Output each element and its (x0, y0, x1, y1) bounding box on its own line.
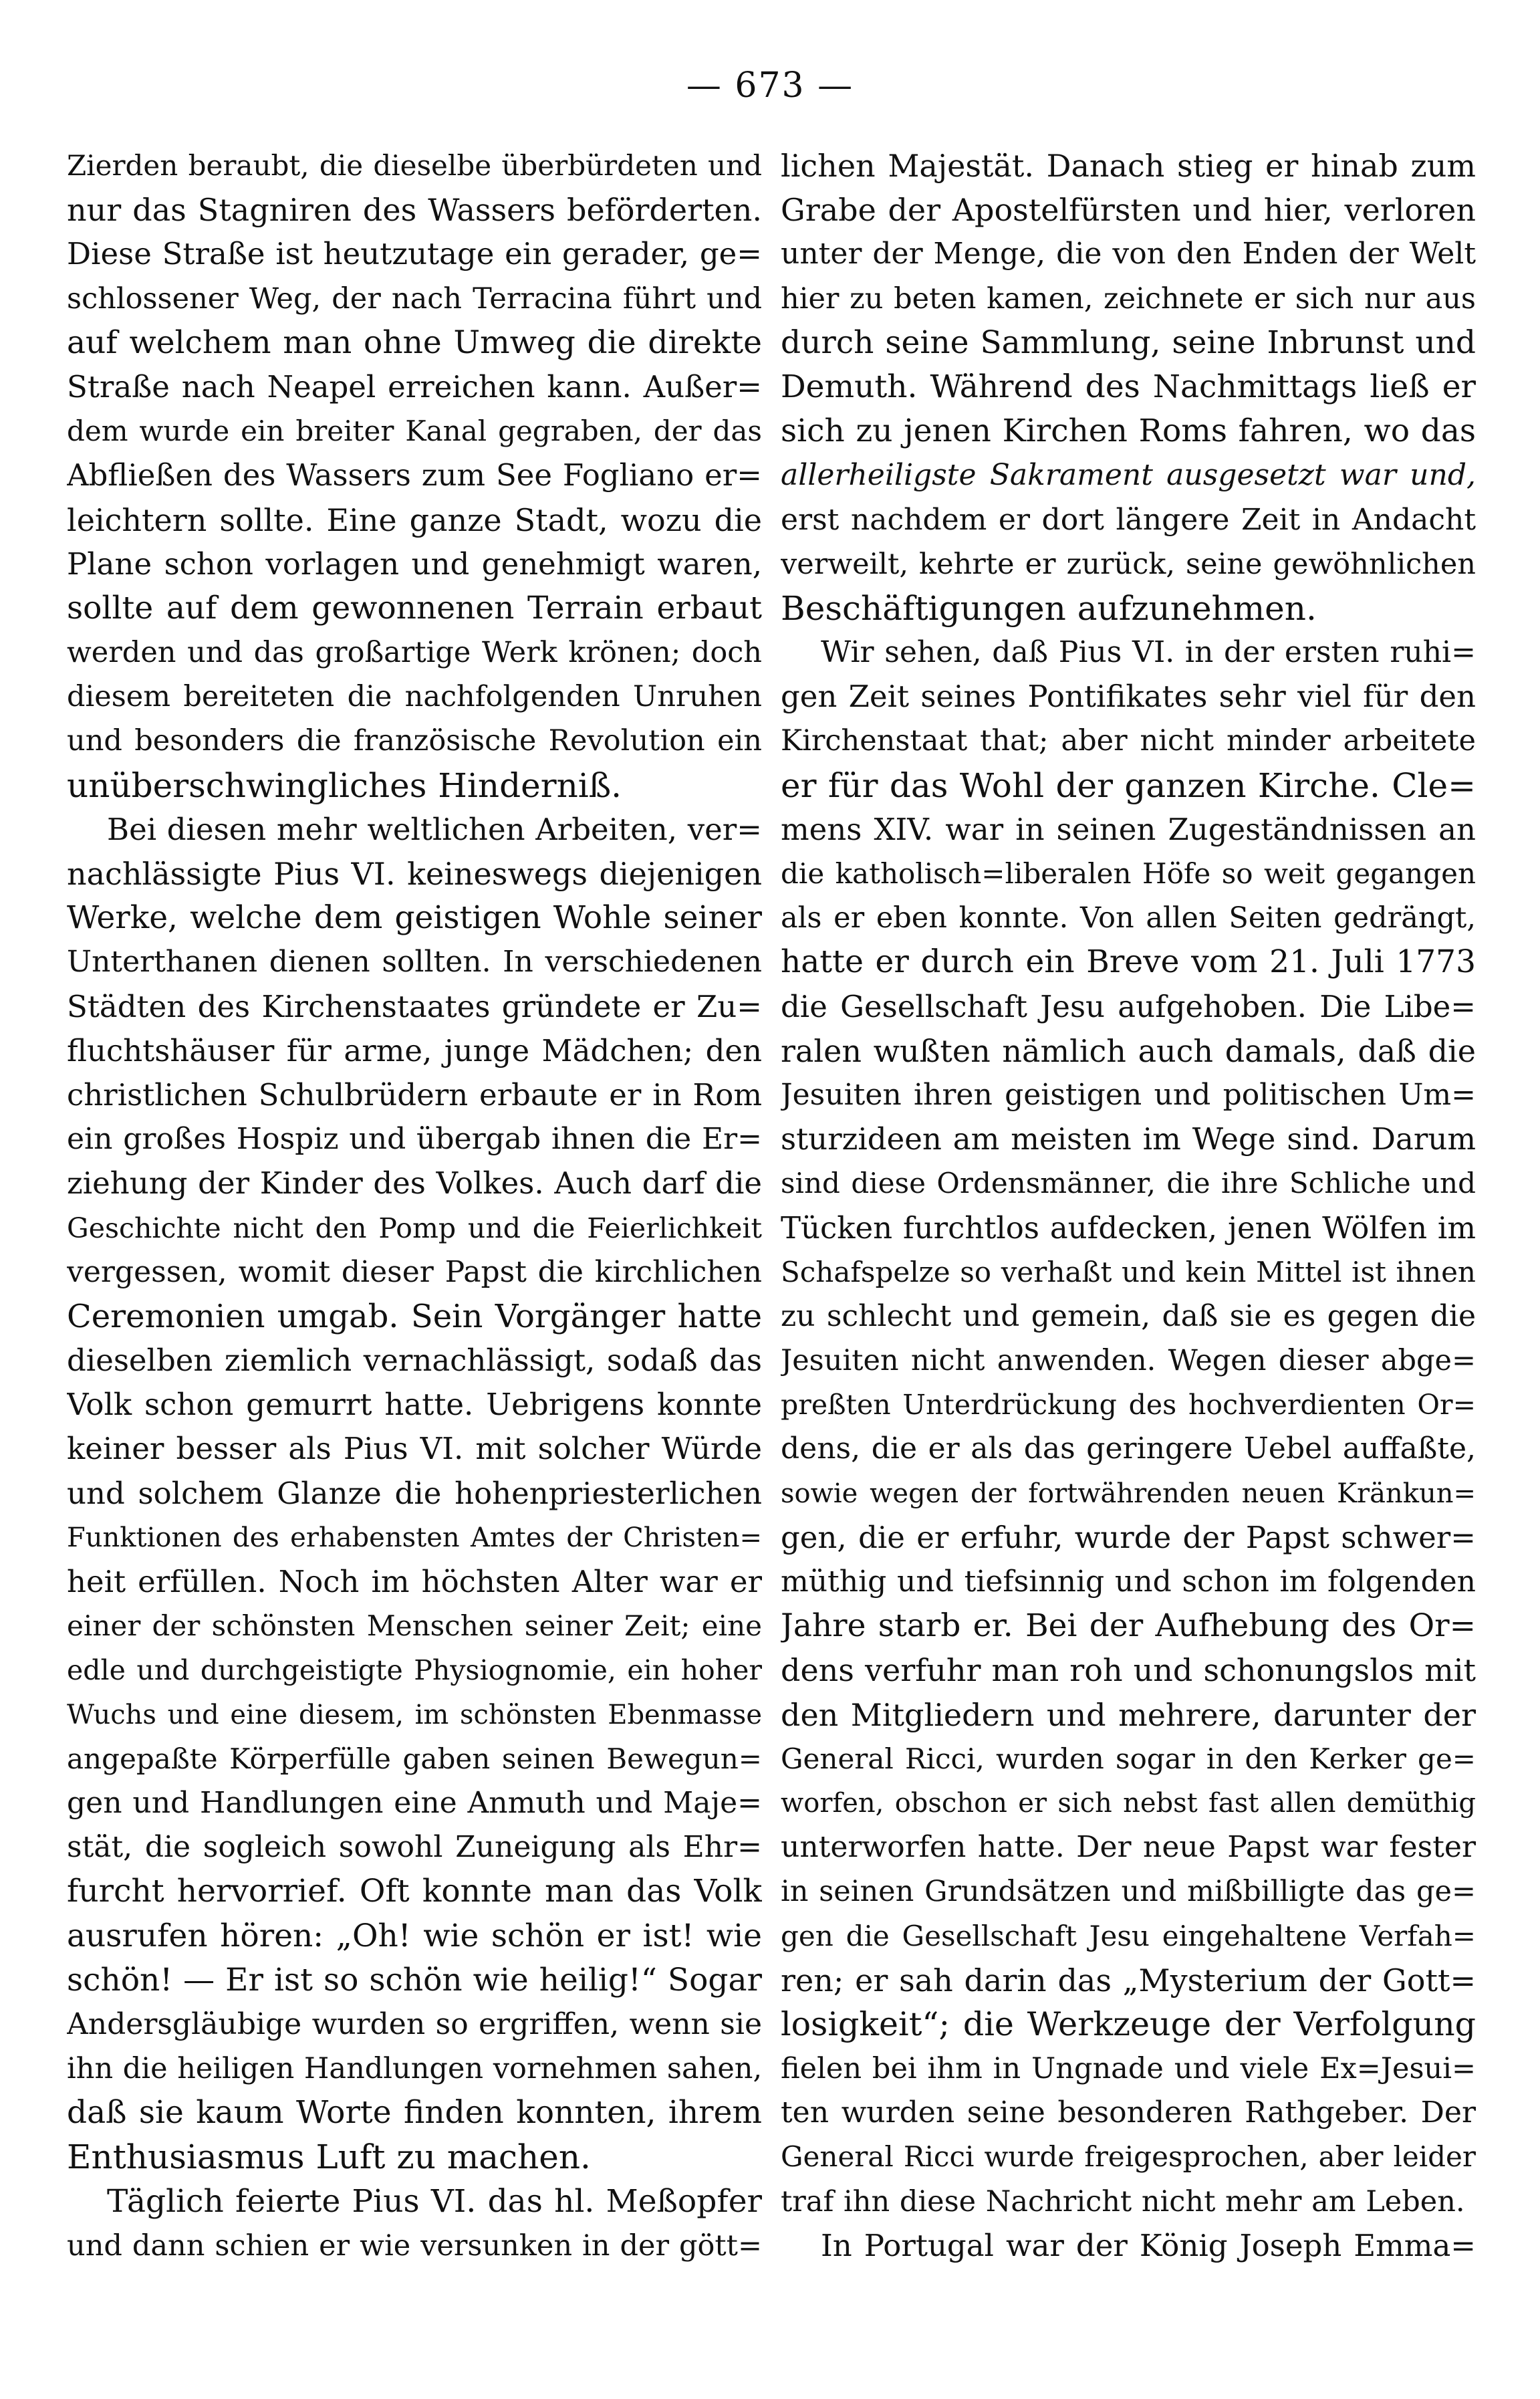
left-column-text-line: und dann schien er wie versunken in der gött= (67, 2229, 762, 2263)
right-column-text-line: Kirchenstaat that; aber nicht minder arbeitete (781, 724, 1476, 758)
right-column-text-line: worfen, obschon er sich nebst fast allen demüthig (781, 1787, 1476, 1819)
right-column-text-line: Tücken furchtlos aufdecken, jenen Wölfen im (781, 1210, 1476, 1246)
left-column-text-line: ziehung der Kinder des Volkes. Auch darf die (67, 1165, 762, 1202)
left-column-text-line: nur das Stagniren des Wassers beförderten. (67, 192, 762, 229)
left-column-text-line: furcht hervorrief. Oft konnte man das Volk (67, 1873, 762, 1910)
right-column-text-line: in seinen Grundsätzen und mißbilligte das ge= (781, 1875, 1476, 1909)
page-number: — 673 — (686, 66, 854, 106)
left-column-text-line: angepaßte Körperfülle gaben seinen Bewegun= (67, 1742, 762, 1775)
right-column-text-line: sind diese Ordensmänner, die ihre Schliche und (781, 1167, 1476, 1200)
right-column-text-line: er für das Wohl der ganzen Kirche. Cle= (781, 766, 1476, 805)
right-column-text-line: Grabe der Apostelfürsten und hier, verloren (781, 192, 1476, 229)
left-column-text-line: Werke, welche dem geistigen Wohle seiner (67, 899, 762, 937)
right-column-text-line: sturzideen am meisten im Wege sind. Darum (781, 1121, 1476, 1157)
left-column-text-line: stät, die sogleich sowohl Zuneigung als Ehr= (67, 1830, 762, 1865)
left-column-text-line: Täglich feierte Pius VI. das hl. Meßopfer (107, 2182, 762, 2220)
right-column-text-line: sowie wegen der fortwährenden neuen Kränkun= (781, 1478, 1476, 1509)
left-column-text-line: auf welchem man ohne Umweg die direkte (67, 324, 762, 361)
right-column-text-line: ren; er sah darin das „Mysterium der Gott= (781, 1962, 1476, 1998)
left-column-text-line: einer der schönsten Menschen seiner Zeit; eine (67, 1609, 762, 1643)
right-column-text-line: unterworfen hatte. Der neue Papst war fester (781, 1830, 1476, 1865)
right-column-text-line: den Mitgliedern und mehrere, darunter der (781, 1696, 1476, 1733)
left-column-text-line: nachlässigte Pius VI. keineswegs diejenigen (67, 856, 762, 892)
right-column-text-line: die Gesellschaft Jesu aufgehoben. Die Libe= (781, 988, 1476, 1024)
right-column-text-line: Schafspelze so verhaßt und kein Mittel ist ihnen (781, 1255, 1476, 1288)
left-column-text-line: christlichen Schulbrüdern erbaute er in Rom (67, 1076, 762, 1113)
right-column-text-line: hier zu beten kamen, zeichnete er sich nur aus (781, 281, 1476, 316)
right-column-text-line: In Portugal war der König Joseph Emma= (821, 2227, 1476, 2263)
left-column-text-line: ihn die heiligen Handlungen vornehmen sahen, (67, 2052, 762, 2086)
left-column-text-line: ausrufen hören: „Oh! wie schön er ist! wie (67, 1917, 762, 1954)
left-column-text-line: leichtern sollte. Eine ganze Stadt, wozu die (67, 501, 762, 538)
left-column-text-line: Geschichte nicht den Pomp und die Feierlichkeit (67, 1212, 762, 1244)
left-column-text-line: dieselben ziemlich vernachlässigt, sodaß das (67, 1343, 762, 1379)
right-column-text-line: gen, die er erfuhr, wurde der Papst schwer= (781, 1519, 1476, 1555)
left-column-text-line: Wuchs und eine diesem, im schönsten Ebenmasse (67, 1699, 762, 1730)
right-column-text-line: ralen wußten nämlich auch damals, daß die (781, 1032, 1476, 1069)
right-column-text-line: als er eben konnte. Von allen Seiten gedrängt, (781, 901, 1476, 935)
left-column-text-line: Städten des Kirchenstaates gründete er Zu= (67, 988, 762, 1024)
right-column-text-line: verweilt, kehrte er zurück, seine gewöhnlichen (781, 547, 1476, 581)
right-column-text-line: dens, die er als das geringere Uebel auffaßte, (781, 1432, 1476, 1466)
left-column-text-line: Ceremonien umgab. Sein Vorgänger hatte (67, 1297, 762, 1335)
left-column-text-line: daß sie kaum Worte finden konnten, ihrem (67, 2094, 762, 2132)
left-column-text-line: schlossener Weg, der nach Terracina führt und (67, 281, 762, 316)
right-column-text-line: erst nachdem er dort längere Zeit in Andacht (781, 502, 1476, 537)
right-column-text-line: dens verfuhr man roh und schonungslos mit (781, 1652, 1476, 1689)
right-column-text-line: die katholisch=liberalen Höfe so weit gegangen (781, 857, 1476, 890)
right-column-text-line: gen die Gesellschaft Jesu eingehaltene Verfah= (781, 1919, 1476, 1952)
right-column-text-line: mens XIV. war in seinen Zugeständnissen an (781, 811, 1476, 847)
right-column-text-line: Demuth. Während des Nachmittags ließ er (781, 368, 1476, 405)
left-column-text-line: heit erfüllen. Noch im höchsten Alter war er (67, 1564, 762, 1599)
right-column-text-line: losigkeit“; die Werkzeuge der Verfolgung (781, 2005, 1476, 2043)
right-column-text-line: Jahre starb er. Bei der Aufhebung des Or= (781, 1607, 1476, 1645)
left-text-column (67, 144, 762, 2268)
left-column-text-line: unüberschwingliches Hinderniß. (67, 766, 622, 805)
right-column-text-line: zu schlecht und gemein, daß sie es gegen die (781, 1298, 1476, 1333)
right-column-text-line: Jesuiten ihren geistigen und politischen Um= (781, 1077, 1476, 1112)
left-column-text-line: Abfließen des Wassers zum See Fogliano er= (67, 457, 762, 493)
right-column-text-line: traf ihn diese Nachricht nicht mehr am Leben. (781, 2184, 1465, 2218)
left-column-text-line: dem wurde ein breiter Kanal gegraben, der das (67, 415, 762, 448)
left-column-text-line: Enthusiasmus Luft zu machen. (67, 2138, 591, 2177)
left-column-text-line: gen und Handlungen eine Anmuth und Maje= (67, 1785, 762, 1820)
right-column-text-line: Beschäftigungen aufzunehmen. (781, 588, 1317, 628)
left-column-text-line: Volk schon gemurrt hatte. Uebrigens konnte (67, 1387, 762, 1423)
left-column-text-line: diesem bereiteten die nachfolgenden Unruhen (67, 680, 762, 714)
left-column-text-line: fluchtshäuser für arme, junge Mädchen; den (67, 1032, 762, 1068)
left-column-text-line: Unterthanen dienen sollten. In verschiedenen (67, 945, 762, 980)
left-column-text-line: und solchem Glanze die hohenpriesterlichen (67, 1475, 762, 1511)
right-column-text-line: Wir sehen, daß Pius VI. in der ersten ruhi= (821, 635, 1476, 670)
left-column-text-line: edle und durchgeistigte Physiognomie, ein hoher (67, 1654, 762, 1687)
right-column-text-line: müthig und tiefsinnig und schon im folgenden (781, 1565, 1476, 1599)
right-column-text-line: General Ricci, wurden sogar in den Kerker ge= (781, 1742, 1476, 1775)
left-column-text-line: ein großes Hospiz und übergab ihnen die Er= (67, 1122, 762, 1157)
right-column-text-line: sich zu jenen Kirchen Roms fahren, wo das (781, 413, 1476, 450)
left-column-text-line: schön! — Er ist so schön wie heilig!“ Sogar (67, 1961, 762, 1998)
right-column-text-line: unter der Menge, die von den Enden der Welt (781, 237, 1476, 271)
left-column-text-line: Diese Straße ist heutzutage ein gerader, ge= (67, 236, 762, 272)
left-column-text-line: Funktionen des erhabensten Amtes der Christen= (67, 1522, 762, 1553)
left-column-text-line: werden und das großartige Werk krönen; doch (67, 636, 762, 670)
right-column-text-line: preßten Unterdrückung des hochverdienten Or= (781, 1389, 1476, 1421)
left-column-text-line: Zierden beraubt, die dieselbe überbürdeten und (67, 149, 762, 182)
left-column-text-line: sollte auf dem gewonnenen Terrain erbaut (67, 589, 762, 626)
left-column-text-line: und besonders die französische Revolution ein (67, 724, 762, 758)
right-column-text-line: lichen Majestät. Danach stieg er hinab zum (781, 148, 1476, 184)
right-column-text-line: hatte er durch ein Breve vom 21. Juli 1773 (781, 943, 1476, 981)
left-column-text-line: Plane schon vorlagen und genehmigt waren, (67, 546, 762, 582)
left-column-text-line: Andersgläubige wurden so ergriffen, wenn sie (67, 2007, 762, 2041)
left-column-text-line: Bei diesen mehr weltlichen Arbeiten, ver= (107, 811, 762, 847)
left-column-text-line: vergessen, womit dieser Papst die kirchlichen (67, 1254, 762, 1289)
right-column-text-line: ten wurden seine besonderen Rathgeber. Der (781, 2095, 1476, 2130)
right-text-column (781, 144, 1476, 2268)
left-column-text-line: Straße nach Neapel erreichen kann. Außer= (67, 368, 762, 405)
right-column-text-line: Jesuiten nicht anwenden. Wegen dieser abge= (781, 1344, 1476, 1378)
right-column-text-line: allerheiligste Sakrament ausgesetzt war und, (781, 458, 1476, 493)
right-column-text-line: durch seine Sammlung, seine Inbrunst und (781, 324, 1476, 361)
right-column-text-line: fielen bei ihm in Ungnade und viele Ex=Jesui= (781, 2052, 1476, 2086)
left-column-text-line: keiner besser als Pius VI. mit solcher Würde (67, 1431, 762, 1467)
right-column-text-line: General Ricci wurde freigesprochen, aber leider (781, 2140, 1476, 2174)
right-column-text-line: gen Zeit seines Pontifikates sehr viel für den (781, 679, 1476, 715)
